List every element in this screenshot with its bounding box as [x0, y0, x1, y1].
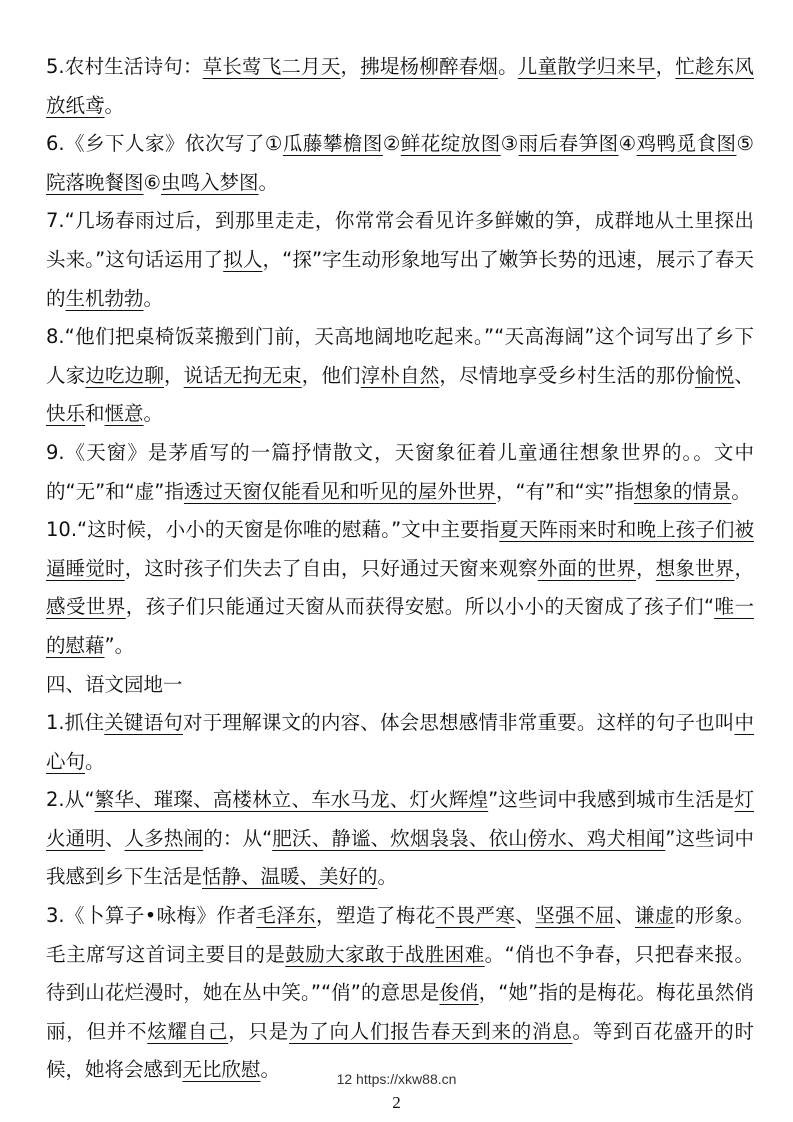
document-body [46, 48, 754, 1090]
underlined-answer: 忙趁东风放纸鸢 [46, 55, 754, 117]
text-segment: 2.从“ [46, 788, 95, 812]
text-segment: 。 [258, 170, 279, 194]
paragraph [46, 781, 754, 897]
underlined-answer: 院落晚餐图 [46, 170, 144, 194]
text-segment: ，只是 [228, 1019, 289, 1043]
underlined-answer: 草长莺飞二月天 [202, 55, 341, 78]
underlined-answer: 拟人 [223, 247, 263, 271]
underlined-answer: 俊俏 [439, 981, 479, 1005]
text-segment: ， [734, 556, 754, 580]
text-segment: 3.《卜算子•咏梅》作者 [46, 904, 257, 928]
underlined-answer: 想象世界 [655, 556, 735, 580]
paragraph [46, 125, 754, 202]
text-segment: ③ [500, 132, 519, 156]
underlined-answer: 鲜花绽放图 [400, 132, 501, 156]
underlined-answer: 炫耀自己 [147, 1019, 229, 1043]
text-segment: ，“探”字生动形象地写出了嫩笋长势的迅速，展示了春天的 [46, 247, 754, 310]
underlined-answer: 毛泽东 [256, 904, 317, 928]
text-segment: ，这时孩子们失去了自由，只好通过天窗来观察 [124, 556, 538, 580]
text-segment: 、 [104, 826, 125, 850]
text-segment: 、 [614, 904, 635, 928]
text-segment: ② [382, 132, 401, 156]
text-segment: 。 [377, 865, 398, 889]
text-segment: ，尽情地享受乡村生活的那份 [439, 363, 696, 387]
text-segment: 的形象。毛主席写这首词主要目的是 [46, 904, 754, 966]
underlined-answer: 边吃边聊 [85, 363, 165, 387]
text-segment: 。 [498, 55, 518, 78]
underlined-answer: 惬意 [104, 402, 144, 426]
underlined-answer: 瓜藤攀檐图 [282, 132, 383, 156]
page-number: 2 [392, 1093, 401, 1112]
paragraph [46, 48, 754, 125]
text-segment: ， [164, 363, 184, 387]
text-segment: ⑥ [143, 170, 161, 194]
text-segment: 。 [731, 479, 751, 503]
paragraph [46, 897, 754, 1090]
text-segment: ”这些词中我感到城市生活是 [488, 788, 735, 812]
text-segment: ，塑造了梅花 [316, 904, 436, 928]
text-segment: 。 [143, 286, 164, 310]
underlined-answer: 快乐 [46, 402, 86, 426]
text-segment: ， [340, 55, 361, 78]
text-segment: 7.“几场春雨过后，到那里走走，你常常会看见许多鲜嫩的笋，成群地从土里探出头来。”这句话运用了 [46, 209, 754, 271]
text-segment: 10.“这时候，小小的天窗是你唯的慰藉。”文中主要指 [46, 518, 500, 542]
underlined-answer: 鼓励大家敢于战胜困难 [285, 942, 485, 966]
text-segment: 。 [85, 749, 105, 773]
text-segment: 8.“他们把桌椅饭菜搬到门前，天高地阔地吃起来。”“天高海阔”这个词写出了乡下人家 [46, 325, 754, 387]
text-segment: ④ [618, 132, 637, 156]
underlined-answer: 淳朴自然 [360, 363, 440, 387]
underlined-answer: 夏天阵雨来时和晚上孩子们被逼睡觉时 [46, 518, 754, 580]
footer-url: 12 https://xkw88.cn [336, 1071, 457, 1087]
underlined-answer: 鸡鸭觅食图 [636, 132, 737, 156]
underlined-answer: 谦虚 [634, 904, 675, 928]
underlined-answer: 说话无拘无束 [183, 363, 302, 387]
text-segment: ，孩子们只能通过天窗从而获得安慰。所以小小的天窗成了孩子们“ [125, 595, 715, 619]
text-segment: 和 [85, 402, 105, 426]
text-segment: 。 [143, 402, 164, 426]
text-segment: 9.《天窗》是茅盾写的一篇抒情散文，天窗象征着儿童通往想象世界的。。文中的“无”和“虚”指 [46, 440, 754, 503]
underlined-answer: 灯火通明 [46, 788, 754, 850]
paragraph [46, 202, 754, 318]
underlined-answer: 感受世界 [46, 595, 126, 619]
text-segment: ， [655, 55, 676, 78]
paragraph [46, 318, 754, 434]
underlined-answer: 唯一的慰藉 [46, 595, 754, 657]
text-segment: ，“她”指的是梅花。梅花虽然俏丽，但并不 [46, 981, 754, 1043]
underlined-answer: 为了向人们报告春天到来的消息 [289, 1019, 573, 1043]
underlined-answer: 外面的世界 [537, 556, 637, 580]
text-segment: 6.《乡下人家》依次写了① [46, 132, 283, 156]
underlined-answer: 不畏严寒 [435, 904, 516, 928]
text-segment: 对于理解课文的内容、体会思想感情非常重要。这样的句子也叫 [183, 711, 735, 735]
text-segment: 的：从“ [203, 826, 273, 850]
text-segment: ，他们 [301, 363, 361, 387]
underlined-answer: 虫鸣入梦图 [161, 170, 259, 194]
underlined-answer: 拂堤杨柳醉春烟 [360, 55, 499, 78]
section-heading [46, 666, 754, 705]
underlined-answer: 坚强不屈 [535, 904, 615, 928]
underlined-answer: 人多热闹 [124, 826, 204, 850]
text-segment: ”。 [104, 633, 135, 657]
text-segment: 、 [515, 904, 536, 928]
underlined-answer: 生机勃勃 [65, 286, 144, 310]
text-segment: 四、语文园地一 [46, 672, 183, 696]
underlined-answer: 恬静、温暖、美好的 [202, 865, 378, 889]
text-segment: 、 [734, 363, 754, 387]
text-segment: ⑤ [736, 132, 754, 156]
text-segment: ，“有”和“实”指 [495, 479, 634, 503]
underlined-answer: 愉悦 [695, 363, 735, 387]
underlined-answer: 关键语句 [104, 711, 183, 735]
underlined-answer: 想象的情景 [633, 479, 732, 503]
underlined-answer: 儿童散学归来早 [517, 55, 656, 78]
paragraph [46, 704, 754, 781]
text-segment: 。 [260, 1058, 281, 1082]
text-segment: ， [636, 556, 656, 580]
text-segment: 1.抓住 [46, 711, 105, 735]
underlined-answer: 雨后春笋图 [518, 132, 619, 156]
underlined-answer: 肥沃、静谧、炊烟袅袅、依山傍水、鸡犬相闻 [272, 826, 666, 850]
paragraph [46, 434, 754, 511]
underlined-answer: 无比欣慰 [182, 1058, 261, 1082]
text-segment: 。等到百花盛开的时候，她将会感到 [46, 1019, 754, 1082]
text-segment: 。“俏也不争春，只把春来报。待到山花烂漫时，她在丛中笑。”“俏”的意思是 [46, 942, 754, 1005]
text-segment: 5.农村生活诗句： [46, 55, 203, 78]
underlined-answer: 透过天窗仅能看见和听见的屋外世界 [183, 479, 496, 503]
paragraph [46, 511, 754, 665]
text-segment: ”这些词中我感到乡下生活是 [46, 826, 754, 889]
underlined-answer: 繁华、璀璨、高楼林立、车水马龙、灯火辉煌 [94, 788, 489, 812]
underlined-answer: 中心句 [46, 711, 754, 773]
text-segment: 。 [104, 93, 125, 117]
